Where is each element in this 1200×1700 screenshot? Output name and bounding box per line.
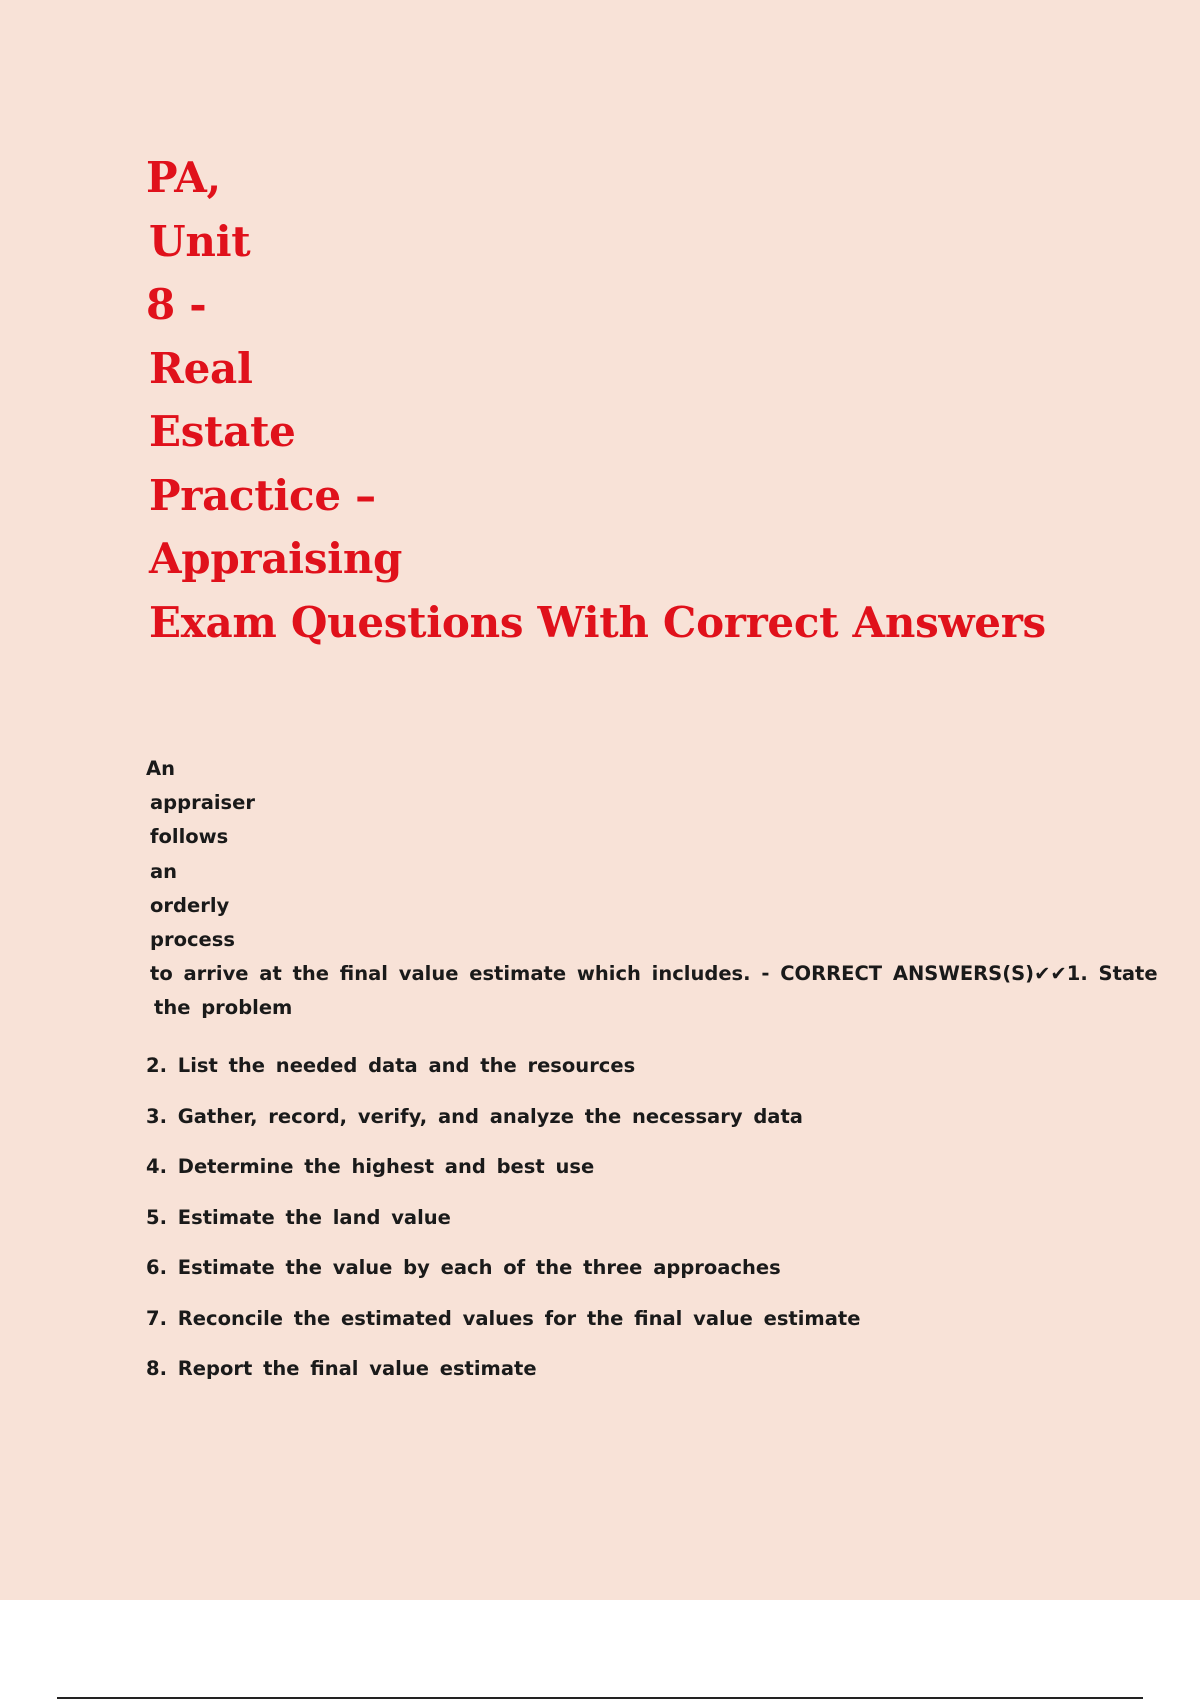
question-line: follows — [150, 825, 229, 849]
question-line: appraiser — [150, 791, 255, 815]
question-line: An — [146, 757, 175, 780]
title-line: Practice – — [149, 470, 376, 520]
answer-item: 4. Determine the highest and best use — [146, 1155, 595, 1178]
answer-item: 7. Reconcile the estimated values for the final value estimate — [146, 1306, 861, 1330]
answer-item: 3. Gather, record, verify, and analyze the necessary data — [146, 1104, 803, 1128]
answer-item: 8. Report the final value estimate — [146, 1357, 537, 1380]
answer-item: 5. Estimate the land value — [146, 1205, 451, 1229]
question-line: the problem — [154, 996, 293, 1020]
question-line: process — [150, 928, 235, 952]
answer-item: 2. List the needed data and the resources — [146, 1054, 636, 1077]
title-line: Real — [149, 343, 253, 393]
title-line: Appraising — [149, 534, 403, 583]
question-text — [146, 752, 1158, 1026]
question-line: an — [150, 859, 178, 883]
title-line: Unit — [149, 216, 251, 266]
title-line: Exam Questions With Correct Answers — [149, 597, 1046, 647]
footer-divider — [57, 1697, 1143, 1699]
answer-item: 6. Estimate the value by each of the three approaches — [146, 1256, 781, 1279]
title-line: Estate — [149, 407, 296, 456]
question-line: orderly — [150, 893, 230, 917]
title-line: PA, — [146, 153, 221, 202]
document-title — [146, 146, 1046, 654]
title-line: 8 - — [146, 280, 207, 329]
question-line: to arrive at the final value estimate which includes. - CORRECT ANSWERS(S)✔✔1. State — [150, 962, 1158, 986]
answer-list — [146, 1041, 860, 1395]
